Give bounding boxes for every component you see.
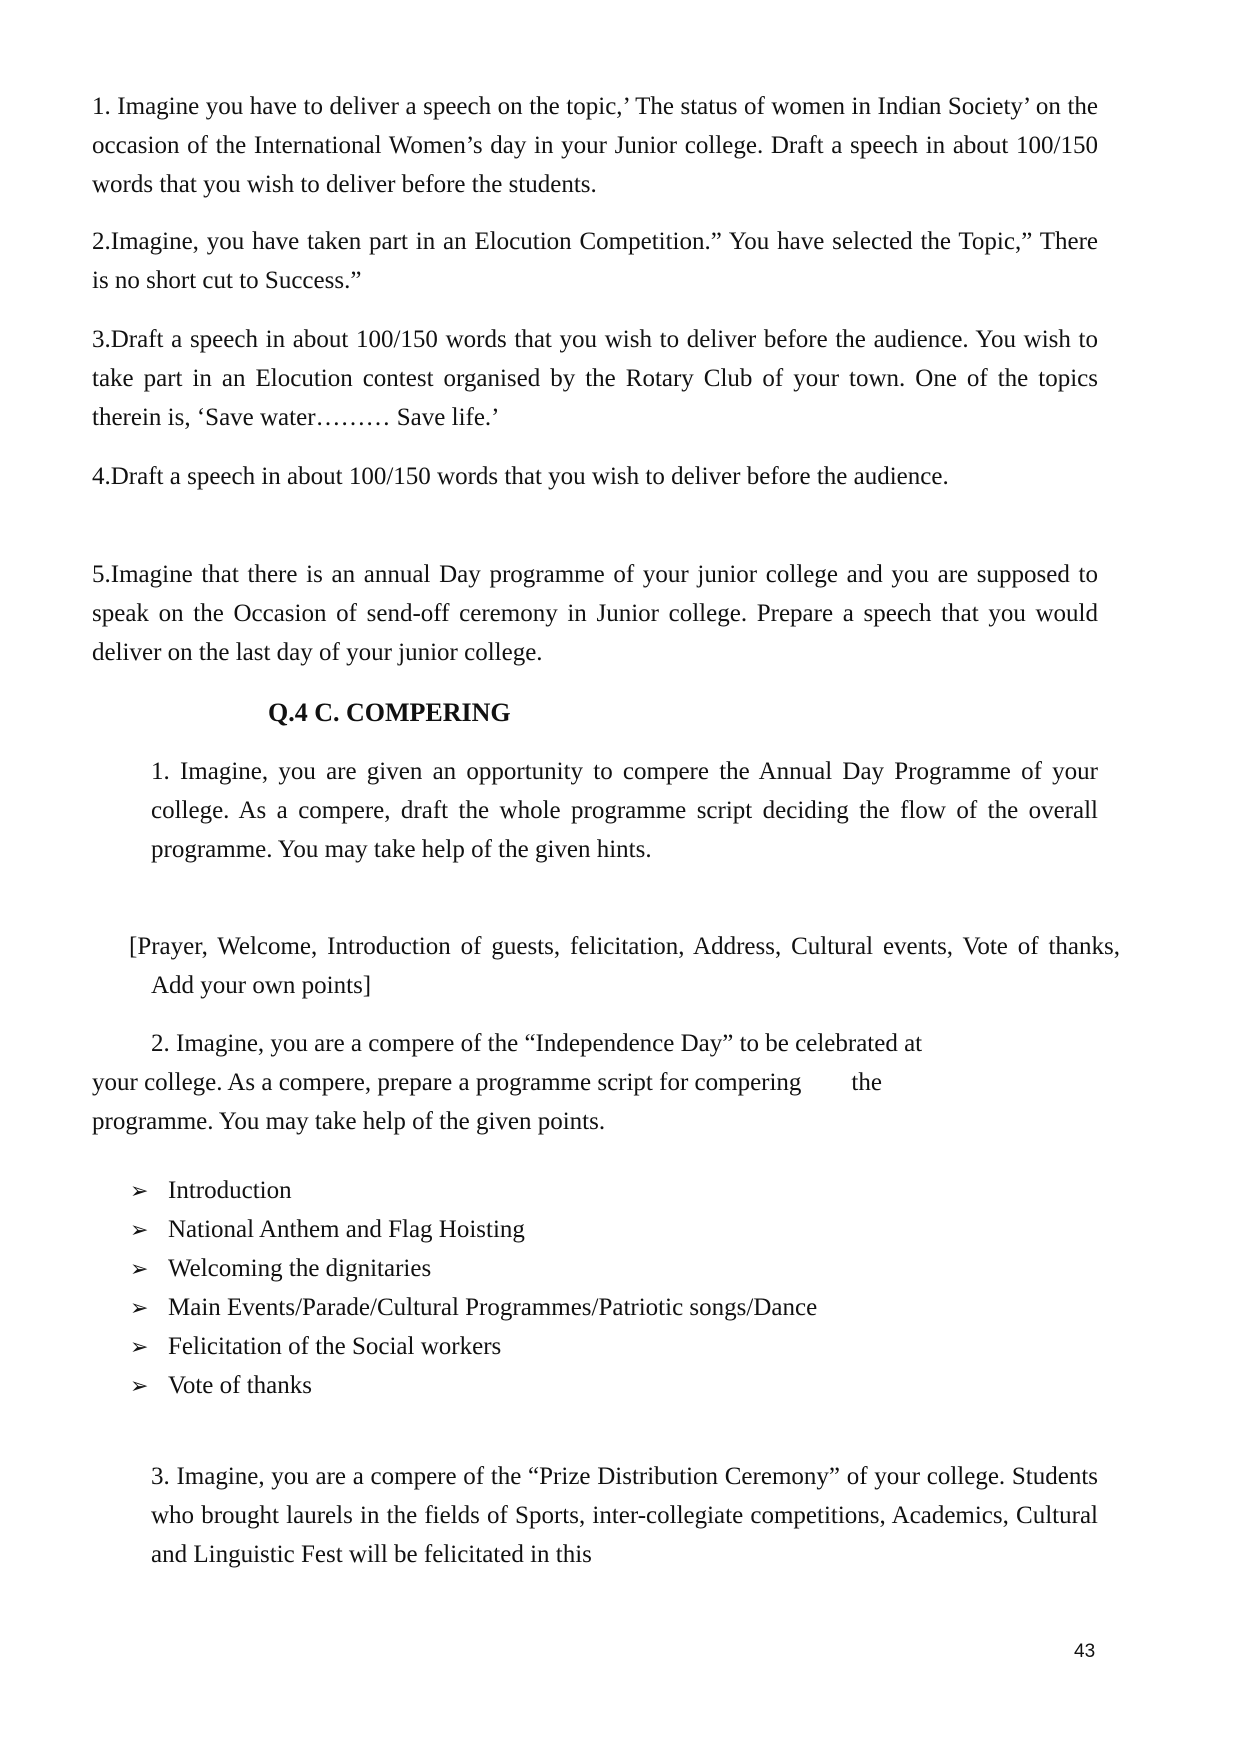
question-2-paragraph: 2.Imagine, you have taken part in an Elocution Competition.” You have selected the Topic,” There is no short cut to Success.”: [92, 228, 1098, 294]
list-item-text: National Anthem and Flag Hoisting: [168, 1216, 525, 1243]
list-item-text: Welcoming the dignitaries: [168, 1255, 432, 1282]
question-4-paragraph: 4.Draft a speech in about 100/150 words that you wish to deliver before the audience.: [92, 463, 949, 490]
section-heading: Q.4 C. COMPERING: [268, 698, 511, 727]
question-1-paragraph: 1. Imagine you have to deliver a speech on the topic,’ The status of women in Indian Society’ on the occasion of the International Women’s day in your Junior college. Draft a speech in about 100/150 words that you wish to deliver before the students.: [92, 93, 1098, 198]
list-item: [130, 1249, 817, 1288]
arrowhead-bullet-icon: ➢: [130, 1295, 149, 1320]
compering-question-2-line-1: 2. Imagine, you are a compere of the “Independence Day” to be celebrated at: [151, 1030, 923, 1057]
arrowhead-bullet-icon: ➢: [130, 1334, 149, 1359]
list-item: [130, 1171, 817, 1210]
list-item: [130, 1288, 817, 1327]
list-item-text: Felicitation of the Social workers: [168, 1333, 502, 1360]
arrowhead-bullet-icon: ➢: [130, 1256, 149, 1281]
list-item: [130, 1366, 817, 1405]
list-item-text: Main Events/Parade/Cultural Programmes/Patriotic songs/Dance: [168, 1294, 818, 1321]
compering-question-2-line-3: programme. You may take help of the given points.: [92, 1108, 606, 1135]
list-item: [130, 1210, 817, 1249]
independence-day-points-list: [130, 1171, 817, 1405]
question-3-paragraph: 3.Draft a speech in about 100/150 words that you wish to deliver before the audience. You wish to take part in an Elocution contest organised by the Rotary Club of your town. One of the topics therein is, ‘Save water……… Save life.’: [92, 326, 1098, 431]
compering-question-3: 3. Imagine, you are a compere of the “Prize Distribution Ceremony” of your college. Students who brought laurels in the fields of Sports, inter-collegiate competitions, Academics, Cultural and Linguistic Fest will be felicitated in this: [151, 1463, 1098, 1568]
list-item-text: Introduction: [168, 1177, 292, 1204]
question-5-paragraph: 5.Imagine that there is an annual Day programme of your junior college and you are supposed to speak on the Occasion of send-off ceremony in Junior college. Prepare a speech that you would deliver on the last day of your junior college.: [92, 561, 1098, 666]
arrowhead-bullet-icon: ➢: [130, 1217, 149, 1242]
compering-question-1: 1. Imagine, you are given an opportunity to compere the Annual Day Programme of your college. As a compere, draft the whole programme script deciding the flow of the overall programme. You may take help of the given hints.: [151, 758, 1098, 863]
page-number: 43: [1074, 1641, 1096, 1662]
list-item-text: Vote of thanks: [168, 1372, 312, 1399]
arrowhead-bullet-icon: ➢: [130, 1178, 149, 1203]
compering-hints: [Prayer, Welcome, Introduction of guests, felicitation, Address, Cultural events, Vote of thanks, Add your own points]: [129, 933, 1120, 999]
arrowhead-bullet-icon: ➢: [130, 1373, 149, 1398]
list-item: [130, 1327, 817, 1366]
compering-question-2-line-2: your college. As a compere, prepare a programme script for compering the: [92, 1069, 882, 1096]
